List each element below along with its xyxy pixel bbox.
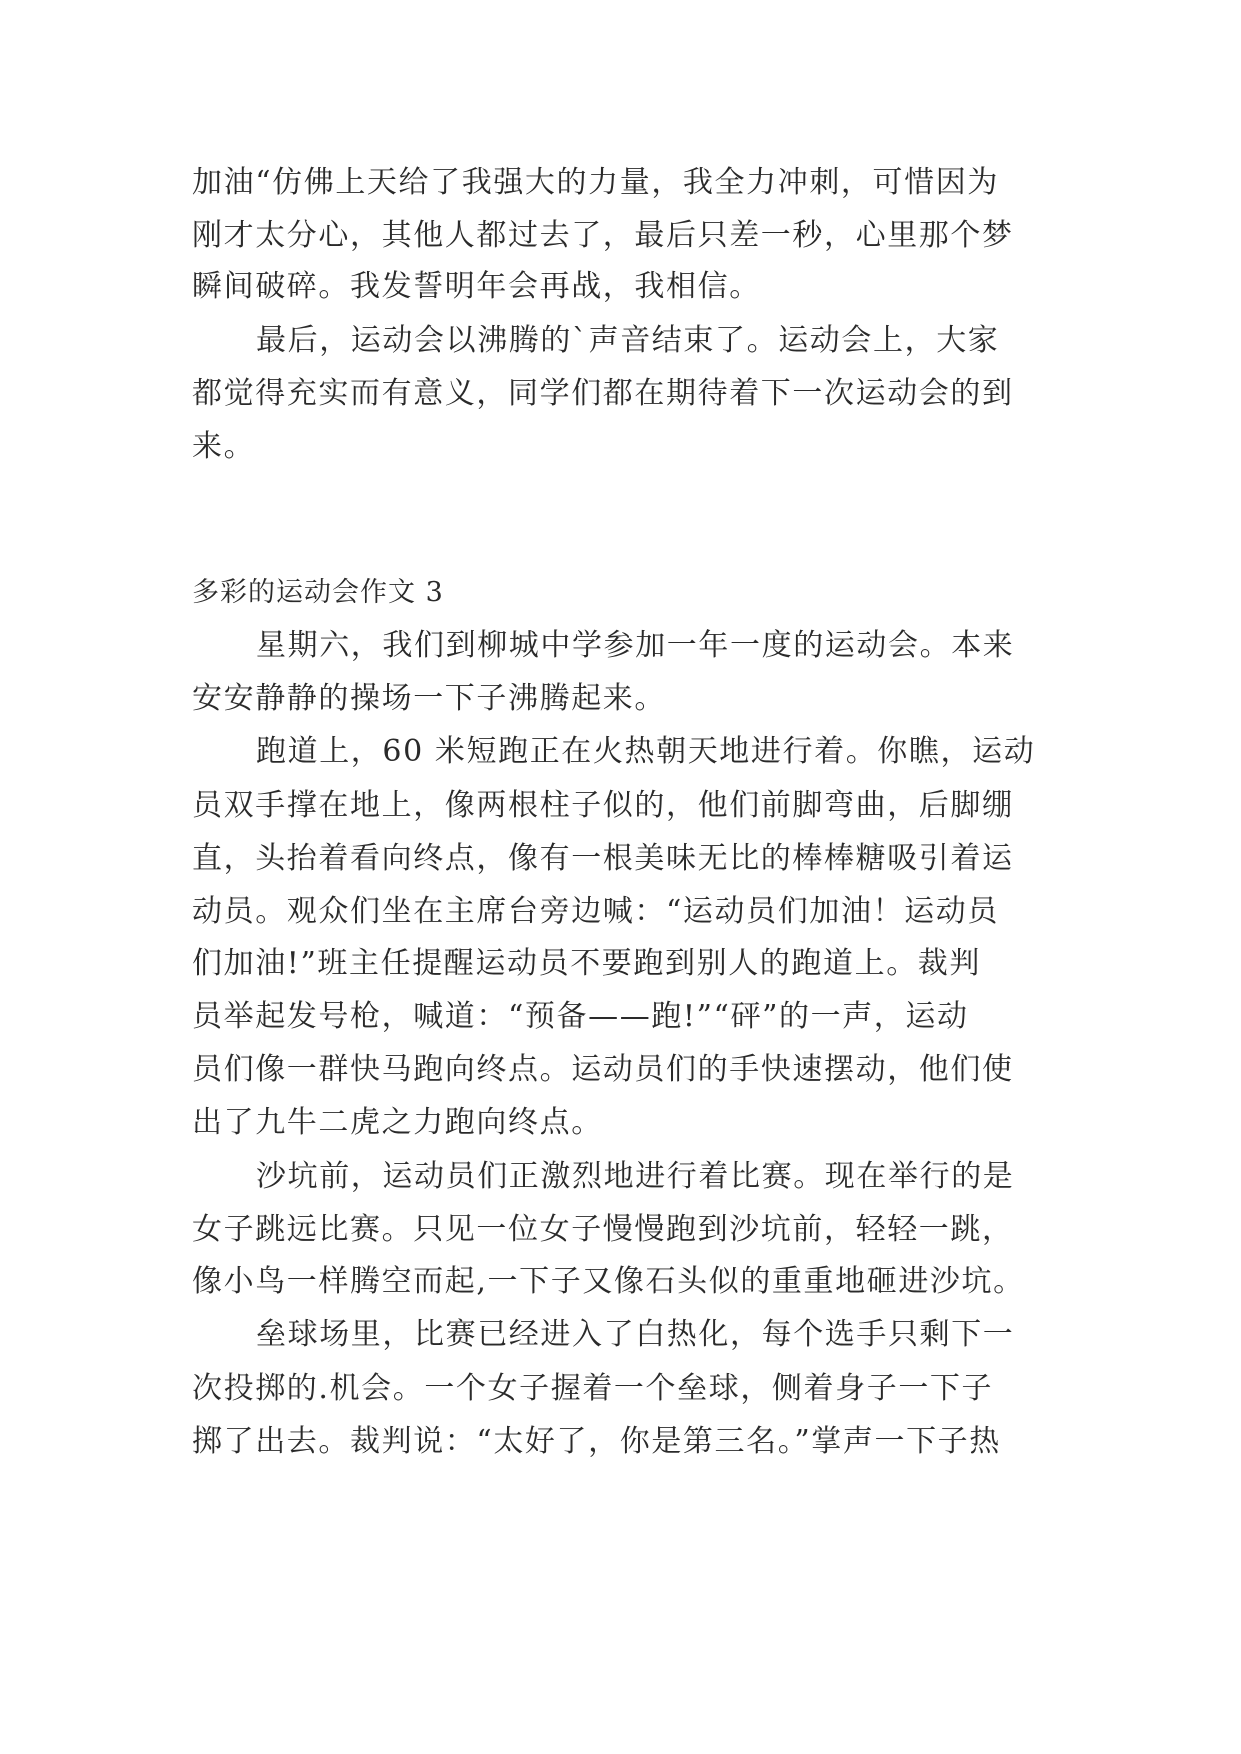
text-line: 员双手撑在地上，像两根柱子似的，他们前脚弯曲，后脚绷 [192,788,1014,823]
text-line: 动员。观众们坐在主席台旁边喊：“运动员们加油！运动员 [192,894,999,929]
text-line: 掷了出去。裁判说：“太好了，你是第三名。”掌声一下子热 [192,1424,1001,1459]
text-line: 们加油!”班主任提醒运动员不要跑到别人的跑道上。裁判 [192,946,981,981]
text-line: 员举起发号枪，喊道：“预备——跑!”“砰”的一声，运动 [192,999,969,1034]
text-line: 直，头抬着看向终点，像有一根美味无比的棒棒糖吸引着运 [192,841,1014,876]
text-line: 次投掷的.机会。一个女子握着一个垒球，侧着身子一下子 [192,1371,994,1406]
text-line: 安安静静的操场一下子沸腾起来。 [192,681,666,716]
paragraph-first-line: 星期六，我们到柳城中学参加一年一度的运动会。本来 [256,628,1015,663]
paragraph-first-line: 垒球场里，比赛已经进入了白热化，每个选手只剩下一 [256,1317,1015,1352]
text-line: 加油“仿佛上天给了我强大的力量，我全力冲刺，可惜因为 [192,165,999,200]
paragraph-first-line: 沙坑前，运动员们正激烈地进行着比赛。现在举行的是 [256,1159,1015,1194]
text-line: 女子跳远比赛。只见一位女子慢慢跑到沙坑前，轻轻一跳， [192,1212,1014,1247]
text-line: 出了九牛二虎之力跑向终点。 [192,1105,603,1140]
text-line: 像小鸟一样腾空而起,一下子又像石头似的重重地砸进沙坑。 [192,1264,1025,1299]
text-line: 来。 [192,429,256,464]
text-line: 都觉得充实而有意义，同学们都在期待着下一次运动会的到 [192,376,1014,411]
text-line: 员们像一群快马跑向终点。运动员们的手快速摆动，他们使 [192,1052,1014,1087]
text-line: 刚才太分心，其他人都过去了，最后只差一秒，心里那个梦 [192,218,1014,253]
section-heading: 多彩的运动会作文 3 [192,577,444,608]
paragraph-first-line: 跑道上，60 米短跑正在火热朝天地进行着。你瞧，运动 [256,734,1036,769]
paragraph-first-line: 最后，运动会以沸腾的`声音结束了。运动会上，大家 [256,323,1000,358]
text-line: 瞬间破碎。我发誓明年会再战，我相信。 [192,269,761,304]
